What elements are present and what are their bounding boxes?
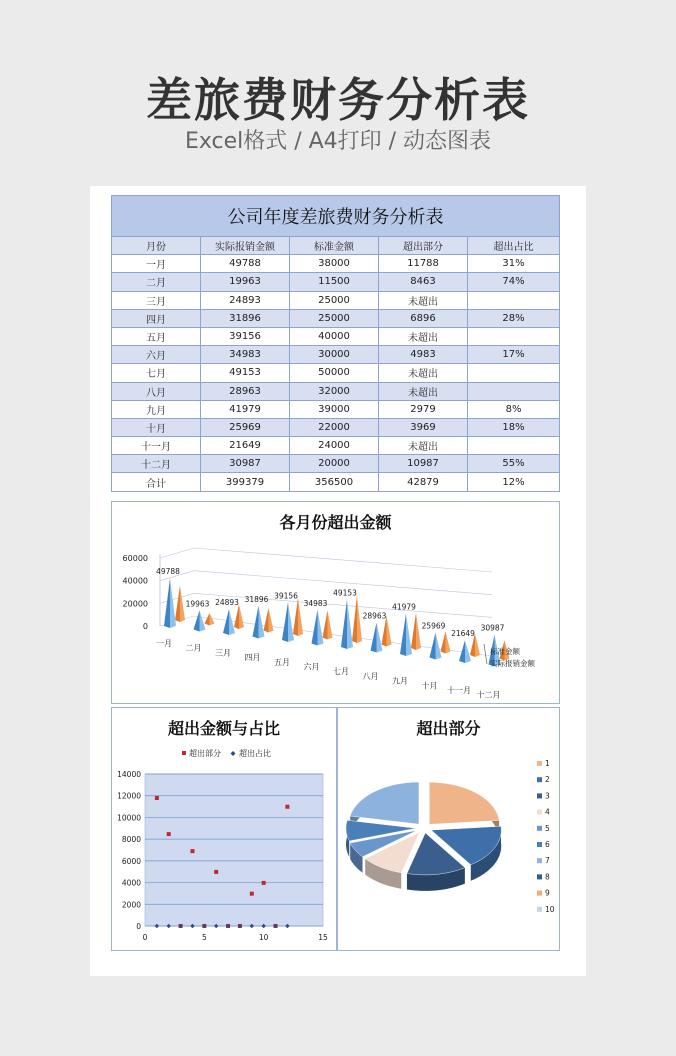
table-cell: 未超出 — [379, 327, 468, 345]
table-cell: 74% — [468, 273, 560, 291]
x-tick-label: 四月 — [244, 653, 261, 663]
pie-slice — [350, 782, 419, 824]
table-row — [112, 437, 560, 455]
table-row — [112, 382, 560, 400]
scatter-chart-title: 超出金额与占比 — [167, 719, 280, 738]
table-cell: 25000 — [290, 291, 379, 309]
table-cell: 38000 — [290, 255, 379, 273]
table-cell: 七月 — [112, 364, 201, 382]
table-cell: 30987 — [201, 455, 290, 473]
table-cell: 8% — [468, 400, 560, 418]
grid-line — [160, 548, 194, 558]
table-cell: 17% — [468, 346, 560, 364]
data-label: 28963 — [362, 611, 387, 621]
table-cell — [468, 364, 560, 382]
cone-chart-panel — [111, 501, 560, 704]
table-cell: 一月 — [112, 255, 201, 273]
x-tick-label: 一月 — [156, 639, 172, 648]
table-cell — [468, 437, 560, 455]
table-cell: 十二月 — [112, 455, 201, 473]
x-tick-label: 十二月 — [476, 690, 501, 700]
cone-mark — [371, 623, 377, 653]
legend-marker — [537, 793, 542, 798]
pie-chart-panel — [337, 707, 560, 951]
table-cell: 50000 — [290, 364, 379, 382]
scatter-chart — [112, 708, 336, 950]
data-label: 21649 — [451, 629, 475, 639]
table-cell: 11788 — [379, 255, 468, 273]
cone-mark — [210, 613, 215, 625]
x-tick-label: 三月 — [215, 648, 231, 658]
cone-mark — [347, 600, 353, 649]
table-cell: 25000 — [290, 309, 379, 327]
y-tick-label: 10000 — [117, 813, 141, 823]
data-label: 25969 — [421, 621, 446, 631]
data-label: 49788 — [156, 567, 180, 577]
legend-marker — [537, 826, 542, 831]
cone-mark — [312, 610, 318, 646]
plot-area — [145, 774, 323, 926]
data-label: 41979 — [392, 602, 416, 612]
table-row — [112, 364, 560, 382]
cone-mark — [234, 604, 239, 629]
table-body — [112, 255, 560, 491]
cone-mark — [406, 614, 412, 656]
table-cell: 19963 — [201, 273, 290, 291]
data-label: 31896 — [244, 594, 269, 604]
y-tick-label: 0 — [136, 922, 141, 931]
cone-mark — [441, 632, 446, 654]
x-tick-label: 15 — [318, 933, 328, 942]
table-row — [112, 291, 560, 309]
table-cell: 6896 — [379, 309, 468, 327]
legend-marker — [537, 874, 542, 879]
legend-marker — [537, 858, 542, 863]
table-cell: 55% — [468, 455, 560, 473]
cone-mark — [465, 640, 471, 663]
scatter-point — [285, 805, 289, 809]
cone-mark — [170, 578, 176, 628]
cone-mark — [205, 613, 210, 625]
y-tick-label: 8000 — [121, 835, 141, 845]
column-header: 月份 — [112, 237, 201, 255]
cone-mark — [323, 610, 328, 639]
table-row — [112, 309, 560, 327]
hero-subtitle: Excel格式 / A4打印 / 动态图表 — [184, 129, 492, 154]
legend-marker — [537, 891, 542, 896]
hero-title: 差旅费财务分析表 — [146, 73, 530, 127]
cone-mark — [341, 600, 347, 649]
x-tick-label: 十一月 — [447, 686, 471, 695]
cone-chart — [112, 502, 559, 703]
cone-mark — [239, 604, 244, 629]
table-row — [112, 346, 560, 364]
legend-label: 9 — [545, 888, 550, 898]
data-label: 39156 — [274, 591, 298, 601]
scatter-point — [214, 870, 218, 874]
legend-label: 10 — [545, 904, 555, 914]
x-tick-label: 五月 — [274, 657, 290, 667]
table-cell: 31% — [468, 255, 560, 273]
table-cell: 24893 — [201, 291, 290, 309]
y-tick-label: 40000 — [122, 576, 148, 586]
cone-mark — [200, 610, 206, 631]
data-label: 24893 — [215, 598, 239, 608]
table-header-row — [112, 237, 560, 255]
column-header: 标准金额 — [290, 237, 379, 255]
table-cell: 未超出 — [379, 437, 468, 455]
table-cell: 十月 — [112, 418, 201, 436]
cone-mark — [194, 610, 200, 631]
table-cell: 399379 — [201, 473, 290, 491]
legend-label: 2 — [545, 775, 550, 785]
legend-label: 8 — [545, 872, 550, 882]
cone-mark — [436, 632, 442, 659]
cone-mark — [229, 609, 235, 635]
cone-mark — [253, 606, 259, 639]
table-cell: 四月 — [112, 309, 201, 327]
table-cell: 未超出 — [379, 291, 468, 309]
table-cell: 合计 — [112, 473, 201, 491]
x-tick-label: 十月 — [421, 681, 438, 691]
table-row — [112, 473, 560, 491]
table-cell: 30000 — [290, 346, 379, 364]
y-tick-label: 20000 — [122, 599, 148, 609]
table-cell: 31896 — [201, 309, 290, 327]
expense-table — [111, 195, 560, 492]
y-tick-label: 6000 — [121, 856, 141, 866]
table-cell: 22000 — [290, 418, 379, 436]
table-cell: 11500 — [290, 273, 379, 291]
x-tick-label: 九月 — [392, 676, 408, 686]
table-cell: 十一月 — [112, 437, 201, 455]
table-row — [112, 327, 560, 345]
legend-marker — [537, 842, 542, 847]
table-cell: 未超出 — [379, 364, 468, 382]
cone-mark — [328, 610, 333, 639]
data-label: 34983 — [303, 598, 328, 608]
table-row — [112, 255, 560, 273]
table-cell: 六月 — [112, 346, 201, 364]
table-cell: 49153 — [201, 364, 290, 382]
legend-label: 6 — [545, 840, 550, 849]
legend-marker — [231, 751, 236, 756]
pie-slice — [429, 782, 499, 824]
legend-label: 超出部分 — [189, 749, 221, 758]
table-cell: 2979 — [379, 400, 468, 418]
table-row — [112, 273, 560, 291]
pie-chart-title: 超出部分 — [416, 719, 481, 738]
cone-mark — [223, 609, 229, 635]
scatter-point — [155, 796, 159, 800]
legend-label: 7 — [545, 856, 550, 866]
cone-mark — [387, 615, 392, 646]
table-cell: 356500 — [290, 473, 379, 491]
table-cell: 21649 — [201, 437, 290, 455]
cone-mark — [164, 578, 170, 628]
table-cell: 28% — [468, 309, 560, 327]
table-cell: 34983 — [201, 346, 290, 364]
data-label: 49153 — [333, 588, 357, 598]
table-cell: 九月 — [112, 400, 201, 418]
table-cell: 12% — [468, 473, 560, 491]
data-label: 30987 — [480, 623, 505, 633]
legend-label: 4 — [545, 807, 550, 817]
scatter-point — [190, 849, 194, 853]
table-row — [112, 418, 560, 436]
table-cell: 五月 — [112, 327, 201, 345]
cone-mark — [416, 613, 421, 650]
x-tick-label: 八月 — [362, 671, 379, 681]
x-tick-label: 六月 — [303, 662, 320, 672]
legend-label: 5 — [545, 823, 550, 833]
table-cell: 25969 — [201, 418, 290, 436]
grid-line — [194, 548, 492, 572]
table-cell: 24000 — [290, 437, 379, 455]
cone-mark — [475, 633, 480, 657]
cone-mark — [293, 598, 298, 636]
y-tick-label: 0 — [142, 622, 148, 631]
table-cell: 18% — [468, 418, 560, 436]
cone-mark — [411, 613, 416, 650]
cone-mark — [264, 608, 269, 633]
cone-mark — [430, 632, 436, 659]
cone-mark — [446, 632, 451, 654]
x-tick-label: 二月 — [185, 643, 202, 653]
data-label: 19963 — [185, 599, 210, 609]
column-header: 超出部分 — [379, 237, 468, 255]
x-tick-label: 5 — [201, 933, 207, 942]
cone-mark — [377, 623, 383, 653]
table-cell: 3969 — [379, 418, 468, 436]
table-cell: 10987 — [379, 455, 468, 473]
cone-chart-title: 各月份超出金额 — [279, 513, 392, 532]
table-cell: 4983 — [379, 346, 468, 364]
cone-mark — [282, 602, 288, 642]
scatter-chart-panel — [111, 707, 337, 951]
column-header: 超出占比 — [468, 237, 560, 255]
legend-label: 1 — [545, 759, 550, 768]
y-tick-label: 14000 — [117, 770, 141, 779]
table-cell: 28963 — [201, 382, 290, 400]
y-tick-label: 4000 — [121, 878, 141, 888]
y-tick-label: 2000 — [121, 900, 141, 910]
table-cell: 42879 — [379, 473, 468, 491]
table-cell: 49788 — [201, 255, 290, 273]
table-cell: 32000 — [290, 382, 379, 400]
x-tick-label: 七月 — [333, 667, 349, 677]
legend-label: 超出占比 — [239, 749, 271, 758]
pie-chart — [338, 708, 559, 950]
legend-marker — [537, 761, 542, 766]
scatter-point — [262, 881, 266, 885]
column-header: 实际报销金额 — [201, 237, 290, 255]
table-cell — [468, 291, 560, 309]
legend-marker — [537, 907, 542, 912]
table-cell: 39000 — [290, 400, 379, 418]
table-cell: 40000 — [290, 327, 379, 345]
legend-label: 标准金额 — [490, 647, 520, 656]
table-cell: 未超出 — [379, 382, 468, 400]
table-cell: 41979 — [201, 400, 290, 418]
scatter-point — [167, 832, 171, 836]
legend-label: 实际报销金额 — [490, 659, 535, 668]
table-cell — [468, 382, 560, 400]
cone-mark — [175, 586, 180, 622]
cone-mark — [352, 596, 357, 643]
table-row — [112, 400, 560, 418]
cone-mark — [259, 606, 265, 639]
table-cell: 8463 — [379, 273, 468, 291]
table-cell: 三月 — [112, 291, 201, 309]
y-tick-label: 12000 — [117, 791, 141, 801]
table-cell — [468, 327, 560, 345]
table-cell: 39156 — [201, 327, 290, 345]
x-tick-label: 10 — [258, 933, 269, 942]
cone-mark — [298, 598, 303, 636]
cone-mark — [288, 602, 294, 642]
cone-mark — [357, 596, 362, 643]
table-caption: 公司年度差旅费财务分析表 — [112, 196, 560, 237]
cone-mark — [180, 586, 185, 622]
scatter-point — [250, 892, 254, 896]
cone-mark — [269, 608, 274, 633]
table-cell: 八月 — [112, 382, 201, 400]
table-cell: 20000 — [290, 455, 379, 473]
legend-marker — [182, 751, 186, 755]
table-row — [112, 455, 560, 473]
legend-label: 3 — [545, 791, 550, 801]
y-tick-label: 60000 — [122, 554, 148, 563]
legend-marker — [537, 777, 542, 782]
table-cell: 二月 — [112, 273, 201, 291]
legend-marker — [537, 810, 542, 815]
x-tick-label: 0 — [142, 933, 148, 942]
cone-mark — [400, 614, 406, 656]
cone-mark — [318, 610, 324, 646]
